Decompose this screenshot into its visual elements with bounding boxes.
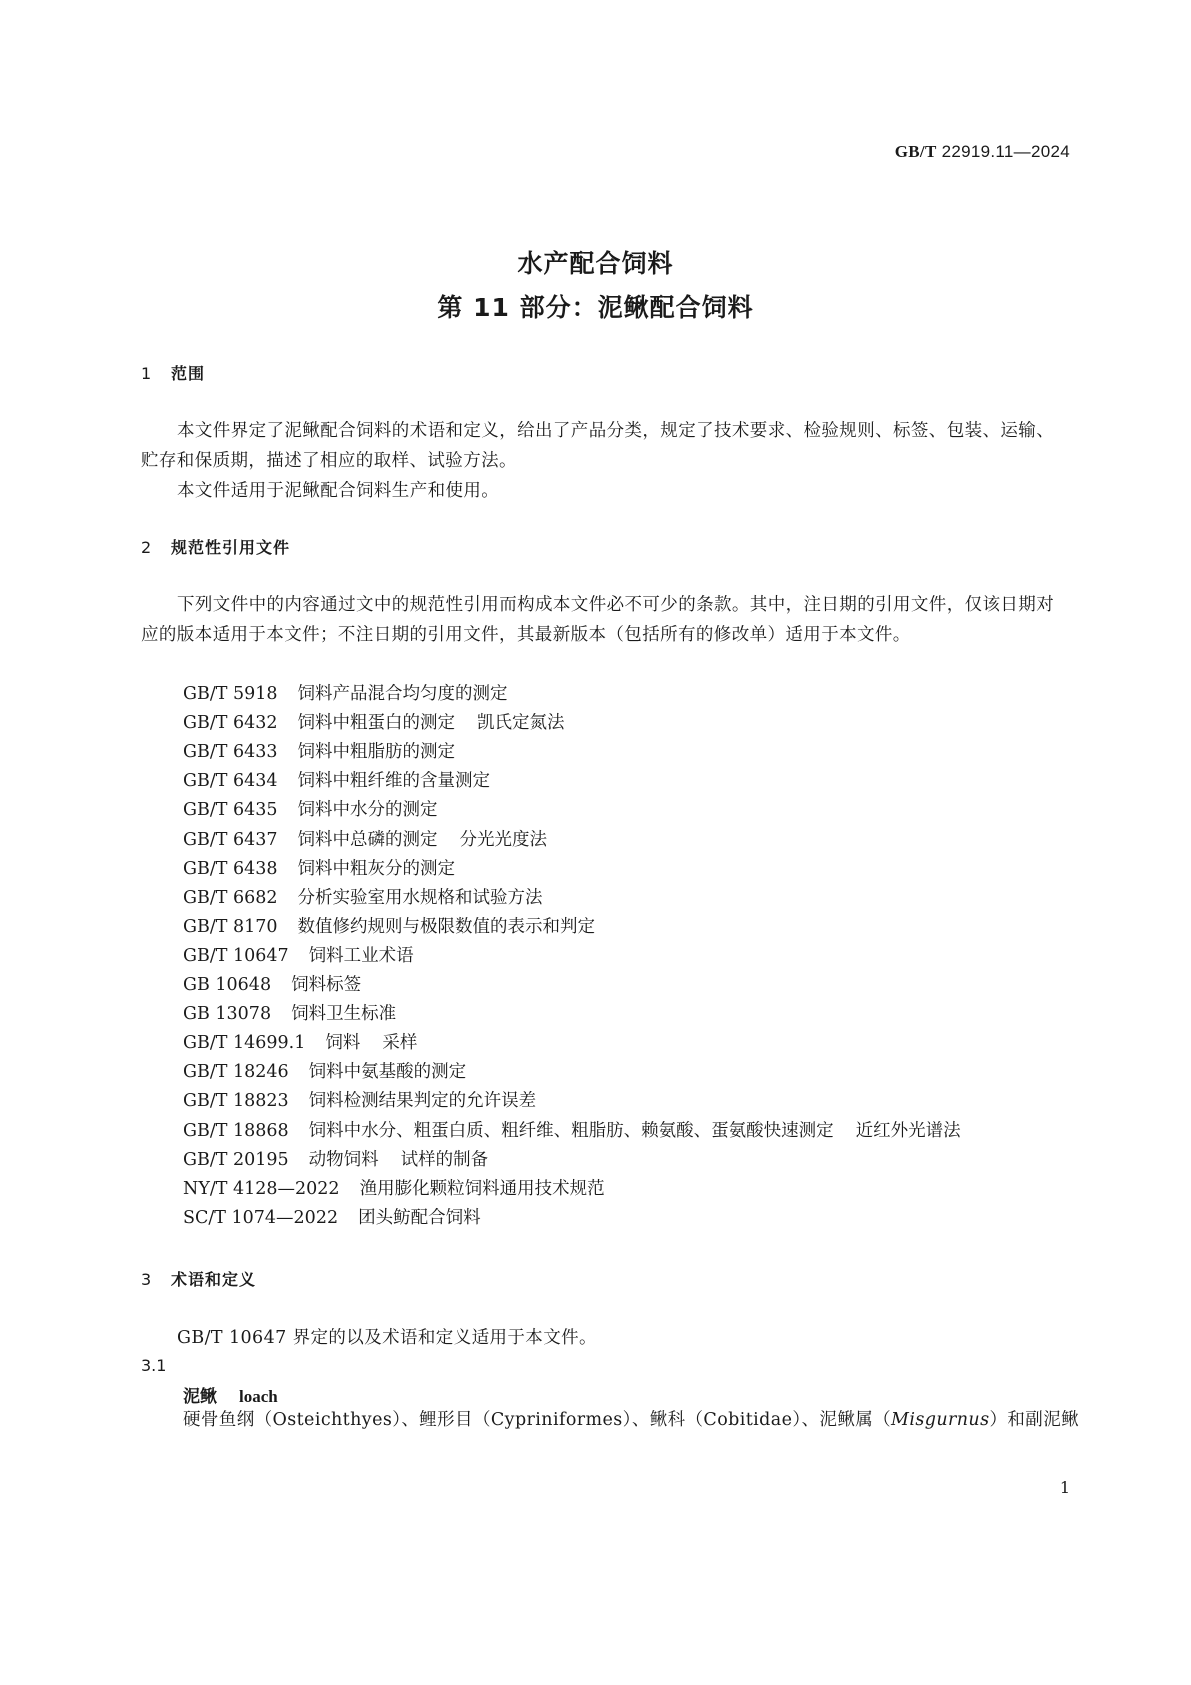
reference-item — [183, 712, 565, 734]
term-chinese: 泥鳅 — [183, 1387, 217, 1407]
reference-item — [183, 741, 455, 763]
section-number: 3 — [141, 1270, 153, 1289]
reference-method: 试样的制备 — [400, 1149, 489, 1170]
reference-item — [183, 916, 595, 938]
reference-code: GB/T 6433 — [183, 742, 278, 763]
section-title: 规范性引用文件 — [171, 538, 291, 557]
standard-prefix: GB/T — [894, 142, 937, 161]
term-entry — [183, 1382, 278, 1407]
reference-title: 饲料卫生标准 — [291, 1004, 397, 1025]
reference-item — [183, 974, 361, 996]
clause-number: 3.1 — [141, 1356, 167, 1375]
reference-item — [183, 1032, 417, 1054]
reference-title: 饲料中氨基酸的测定 — [308, 1062, 467, 1083]
reference-item — [183, 683, 508, 705]
reference-code: GB 10648 — [183, 975, 272, 995]
reference-item — [183, 1178, 605, 1200]
document-title-line1: 水产配合饲料 — [517, 249, 674, 278]
reference-title: 动物饲料 — [308, 1149, 379, 1170]
reference-code: GB/T 20195 — [183, 1149, 289, 1170]
reference-item — [183, 1207, 481, 1229]
reference-code: GB/T 6437 — [183, 829, 278, 850]
reference-code: GB/T 6432 — [183, 713, 278, 734]
section-heading-scope — [141, 361, 205, 384]
reference-code: GB/T 18868 — [183, 1120, 289, 1141]
reference-item — [183, 1120, 961, 1142]
section-title: 术语和定义 — [171, 1270, 257, 1289]
reference-title: 数值修约规则与极限数值的表示和判定 — [297, 916, 596, 937]
section-title: 范围 — [171, 364, 206, 383]
definition-genus-italic: Misgurnus — [891, 1410, 990, 1430]
definition-text-start: 硬骨鱼纲（Osteichthyes）、鲤形目（Cypriniformes）、鳅科（Cobitidae）、泥鳅属（ — [183, 1410, 892, 1430]
reference-item — [183, 858, 455, 880]
reference-method: 分光光度法 — [459, 829, 548, 850]
reference-code: GB 13078 — [183, 1004, 272, 1025]
page-number: 1 — [1059, 1478, 1070, 1497]
reference-item — [183, 1061, 466, 1083]
reference-code: GB/T 6434 — [183, 771, 278, 792]
reference-title: 分析实验室用水规格和试验方法 — [297, 887, 543, 908]
terms-intro-paragraph: GB/T 10647 界定的以及术语和定义适用于本文件。 — [177, 1328, 597, 1348]
standard-number: 22919.11—2024 — [941, 142, 1070, 161]
reference-title: 饲料中水分、粗蛋白质、粗纤维、粗脂肪、赖氨酸、蛋氨酸快速测定 — [308, 1120, 834, 1141]
scope-paragraph-1: 本文件界定了泥鳅配合饲料的术语和定义，给出了产品分类，规定了技术要求、检验规则、标签、包装、运输、贮存和保质期，描述了相应的取样、试验方法。 — [141, 421, 1055, 471]
reference-method: 凯氏定氮法 — [477, 713, 565, 734]
reference-title: 饲料中粗蛋白的测定 — [297, 713, 456, 734]
standard-identifier — [895, 142, 1070, 162]
definition-text-end: ）和副泥鳅 — [989, 1410, 1079, 1430]
reference-item — [183, 770, 490, 792]
reference-title: 饲料中总磷的测定 — [297, 829, 438, 850]
reference-code: GB/T 18823 — [183, 1091, 289, 1112]
reference-title: 渔用膨化颗粒饲料通用技术规范 — [359, 1178, 605, 1199]
reference-title: 饲料中水分的测定 — [297, 800, 438, 821]
references-intro-paragraph: 下列文件中的内容通过文中的规范性引用而构成本文件必不可少的条款。其中，注日期的引用文件，仅该日期对应的版本适用于本文件；不注日期的引用文件，其最新版本（包括所有的修改单）适用于本文件。 — [141, 595, 1055, 645]
reference-code: GB/T 10647 — [183, 945, 289, 966]
section-number: 2 — [141, 538, 153, 557]
reference-method: 近红外光谱法 — [855, 1120, 961, 1141]
section-heading-normative-references — [141, 535, 290, 558]
reference-item — [183, 1149, 488, 1171]
reference-code: GB/T 6682 — [183, 887, 278, 908]
reference-item — [183, 829, 547, 851]
reference-item — [183, 945, 414, 967]
reference-title: 饲料检测结果判定的允许误差 — [308, 1091, 537, 1112]
reference-item — [183, 799, 438, 821]
reference-code: GB/T 6435 — [183, 800, 278, 821]
reference-code: GB/T 5918 — [183, 684, 278, 704]
term-english: loach — [239, 1387, 278, 1406]
reference-title: 饲料工业术语 — [308, 945, 414, 966]
section-heading-terms — [141, 1267, 256, 1290]
reference-code: GB/T 8170 — [183, 916, 278, 937]
reference-code: GB/T 18246 — [183, 1062, 289, 1083]
reference-title: 饲料中粗灰分的测定 — [297, 858, 456, 879]
reference-title: 饲料中粗纤维的含量测定 — [297, 771, 491, 792]
reference-title: 饲料中粗脂肪的测定 — [297, 742, 456, 763]
reference-code: NY/T 4128—2022 — [183, 1178, 340, 1199]
reference-method: 采样 — [382, 1033, 418, 1054]
reference-item — [183, 1003, 396, 1025]
reference-title: 饲料产品混合均匀度的测定 — [297, 684, 508, 704]
reference-title: 饲料 — [325, 1033, 361, 1054]
reference-title: 饲料标签 — [291, 975, 362, 995]
reference-item — [183, 1090, 536, 1112]
reference-code: SC/T 1074—2022 — [183, 1207, 339, 1228]
reference-code: GB/T 14699.1 — [183, 1033, 306, 1054]
term-definition — [183, 1405, 1079, 1435]
section-number: 1 — [141, 364, 153, 383]
document-title-line2: 第 11 部分：泥鳅配合饲料 — [437, 293, 754, 322]
reference-title: 团头鲂配合饲料 — [358, 1207, 481, 1228]
reference-item — [183, 887, 543, 909]
reference-code: GB/T 6438 — [183, 858, 278, 879]
scope-paragraph-2: 本文件适用于泥鳅配合饲料生产和使用。 — [177, 481, 500, 501]
